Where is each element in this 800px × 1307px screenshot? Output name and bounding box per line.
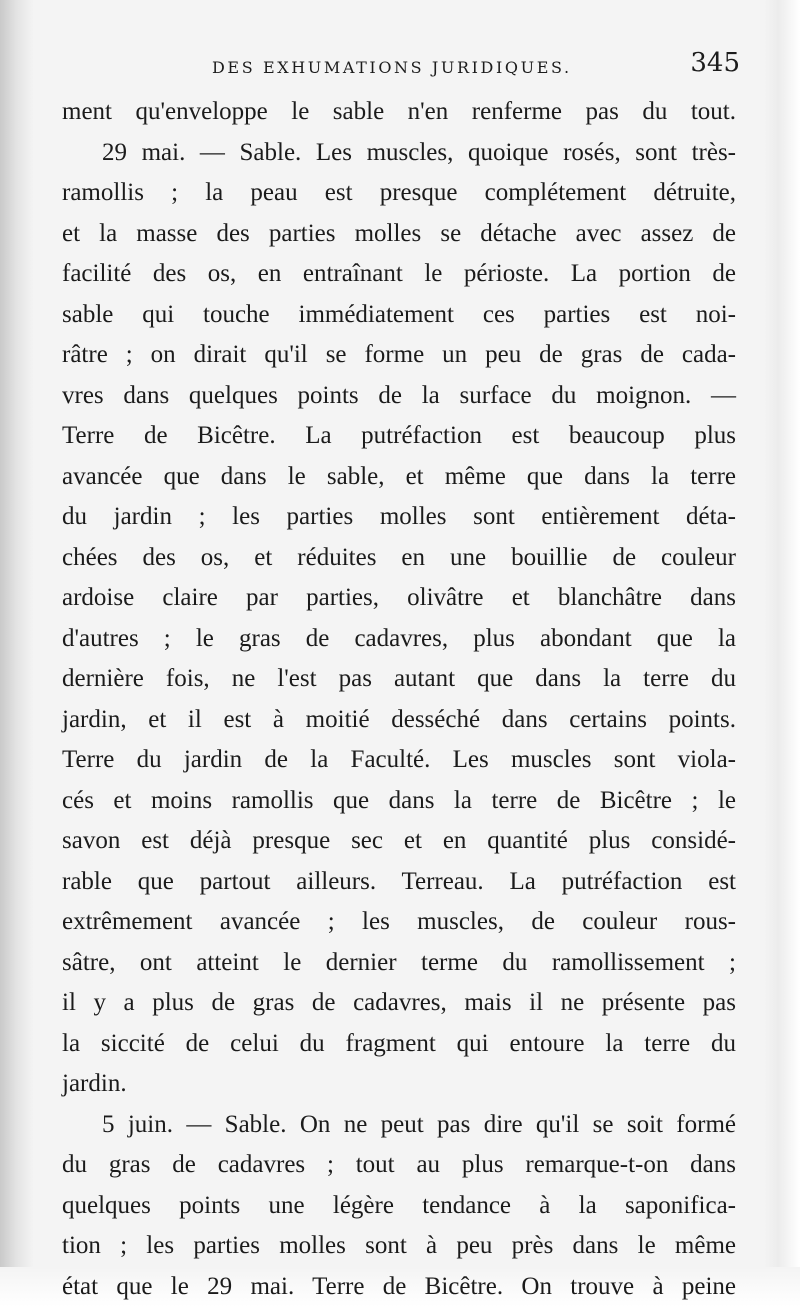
- text-line: d'autres ; le gras de cadavres, plus abondant que la: [62, 624, 736, 652]
- text-line: Terre de Bicêtre. La putréfaction est beaucoup plus: [62, 422, 736, 449]
- binding-shadow: [0, 0, 34, 1307]
- page-edge-right: [764, 0, 800, 1307]
- text-line: chées des os, et réduites en une bouillie de couleur: [62, 543, 736, 571]
- text-line: du jardin ; les parties molles sont entièrement déta-: [62, 503, 736, 530]
- text-line: 5 juin. — Sable. On ne peut pas dire qu'il se soit formé: [102, 1110, 736, 1138]
- text-line: jardin.: [62, 1070, 127, 1097]
- text-line: la siccité de celui du fragment qui entoure la terre du: [62, 1029, 736, 1057]
- running-head: DES EXHUMATIONS JURIDIQUES.: [212, 58, 572, 77]
- text-line: du gras de cadavres ; tout au plus remarque-t-on dans: [62, 1151, 736, 1178]
- text-line: avancée que dans le sable, et même que dans la terre: [62, 462, 736, 490]
- text-line: et la masse des parties molles se détache avec assez de: [62, 219, 736, 247]
- page-number: 345: [690, 48, 740, 78]
- text-line: cés et moins ramollis que dans la terre de Bicêtre ; le: [62, 786, 736, 814]
- text-line: Terre du jardin de la Faculté. Les muscles sont viola-: [62, 746, 736, 773]
- text-line: il y a plus de gras de cadavres, mais il ne présente pas: [62, 989, 736, 1016]
- text-line: sâtre, ont atteint le dernier terme du ramollissement ;: [62, 948, 736, 976]
- page-header: [62, 48, 742, 84]
- text-line: rable que partout ailleurs. Terreau. La putréfaction est: [62, 867, 736, 895]
- text-line: 29 mai. — Sable. Les muscles, quoique rosés, sont très-: [102, 138, 736, 166]
- text-line: savon est déjà presque sec et en quantité plus considé-: [62, 827, 736, 854]
- text-line: jardin, et il est à moitié desséché dans certains points.: [62, 705, 736, 733]
- text-line: quelques points une légère tendance à la saponifica-: [62, 1191, 736, 1219]
- text-line: état que le 29 mai. Terre de Bicêtre. On trouve à peine: [62, 1272, 736, 1300]
- body-text: [62, 92, 736, 1307]
- text-line: ment qu'enveloppe le sable n'en renferme pas du tout.: [62, 98, 736, 125]
- text-line: extrêmement avancée ; les muscles, de couleur rous-: [62, 908, 736, 935]
- text-line: ardoise claire par parties, olivâtre et blanchâtre dans: [62, 584, 736, 611]
- text-line: ramollis ; la peau est presque complétement détruite,: [62, 179, 736, 206]
- text-line: dernière fois, ne l'est pas autant que dans la terre du: [62, 665, 736, 692]
- text-line: râtre ; on dirait qu'il se forme un peu de gras de cada-: [62, 341, 736, 368]
- text-line: tion ; les parties molles sont à peu près dans le même: [62, 1232, 736, 1259]
- text-line: facilité des os, en entraînant le périoste. La portion de: [62, 260, 736, 287]
- text-line: vres dans quelques points de la surface du moignon. —: [62, 381, 736, 409]
- text-line: sable qui touche immédiatement ces parties est noi-: [62, 300, 736, 328]
